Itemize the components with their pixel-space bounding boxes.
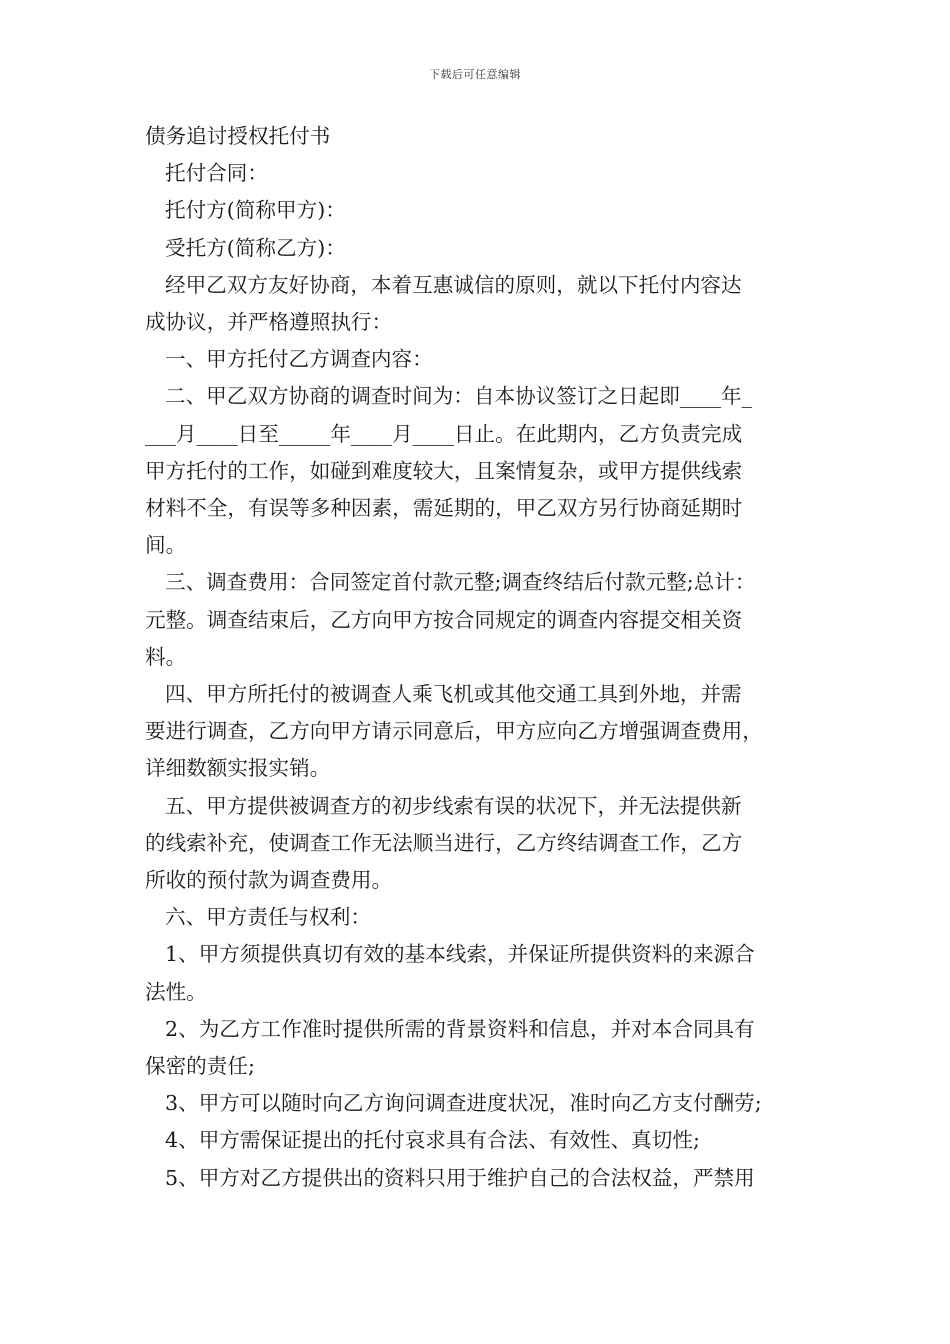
text-line: 托付方(简称甲方)： [165, 198, 346, 223]
text-line: 四、甲方所托付的被调查人乘飞机或其他交通工具到外地，并需 [165, 682, 742, 707]
text-line: 法性。 [145, 979, 207, 1004]
text-line: 的线索补充，使调查工作无法顺当进行，乙方终结调查工作，乙方 [145, 830, 743, 855]
text-line: 一、甲方托付乙方调查内容： [165, 347, 433, 372]
text-line: 经甲乙双方友好协商，本着互惠诚信的原则，就以下托付内容达 [165, 272, 742, 297]
document-body [145, 118, 813, 1197]
text-line: 元整。调查结束后，乙方向甲方按合同规定的调查内容提交相关资 [145, 607, 743, 632]
text-line: 成协议，并严格遵照执行： [145, 310, 393, 335]
text-line: 所收的预付款为调查费用。 [145, 868, 393, 893]
text-line: 三、调查费用：合同签定首付款元整;调查终结后付款元整;总计： [165, 570, 756, 595]
text-line: 受托方(简称乙方)： [165, 235, 346, 260]
text-line: 材料不全，有误等多种因素，需延期的，甲乙双方另行协商延期时 [145, 496, 743, 521]
text-line: 六、甲方责任与权利： [165, 905, 371, 930]
text-line: 五、甲方提供被调查方的初步线索有误的状况下，并无法提供新 [165, 793, 742, 818]
text-line: 料。 [145, 644, 187, 669]
text-line: 5、甲方对乙方提供出的资料只用于维护自己的合法权益，严禁用 [165, 1165, 755, 1190]
document-title: 债务追讨授权托付书 [145, 124, 331, 148]
text-line: 托付合同： [165, 161, 268, 186]
text-line: 4、甲方需保证提出的托付哀求具有合法、有效性、真切性; [165, 1128, 700, 1153]
text-line: 二、甲乙双方协商的调查时间为：自本协议签订之日起即____年_ [165, 384, 752, 409]
text-line: 间。 [145, 533, 187, 558]
text-line: 要进行调查，乙方向甲方请示同意后，甲方应向乙方增强调查费用， [145, 719, 763, 744]
text-line: 1、甲方须提供真切有效的基本线索，并保证所提供资料的来源合 [165, 942, 755, 967]
text-line: 详细数额实报实销。 [145, 756, 331, 781]
text-line: 2、为乙方工作准时提供所需的背景资料和信息，并对本合同具有 [165, 1016, 755, 1041]
text-line: 甲方托付的工作，如碰到难度较大，且案情复杂，或甲方提供线索 [145, 458, 743, 483]
text-line: ___月____日至_____年____月____日止。在此期内，乙方负责完成 [145, 421, 743, 446]
page-header-note: 下载后可任意编辑 [429, 68, 521, 81]
text-line: 3、甲方可以随时向乙方询问调查进度状况，准时向乙方支付酬劳; [165, 1091, 762, 1116]
text-line: 保密的责任; [145, 1054, 255, 1079]
